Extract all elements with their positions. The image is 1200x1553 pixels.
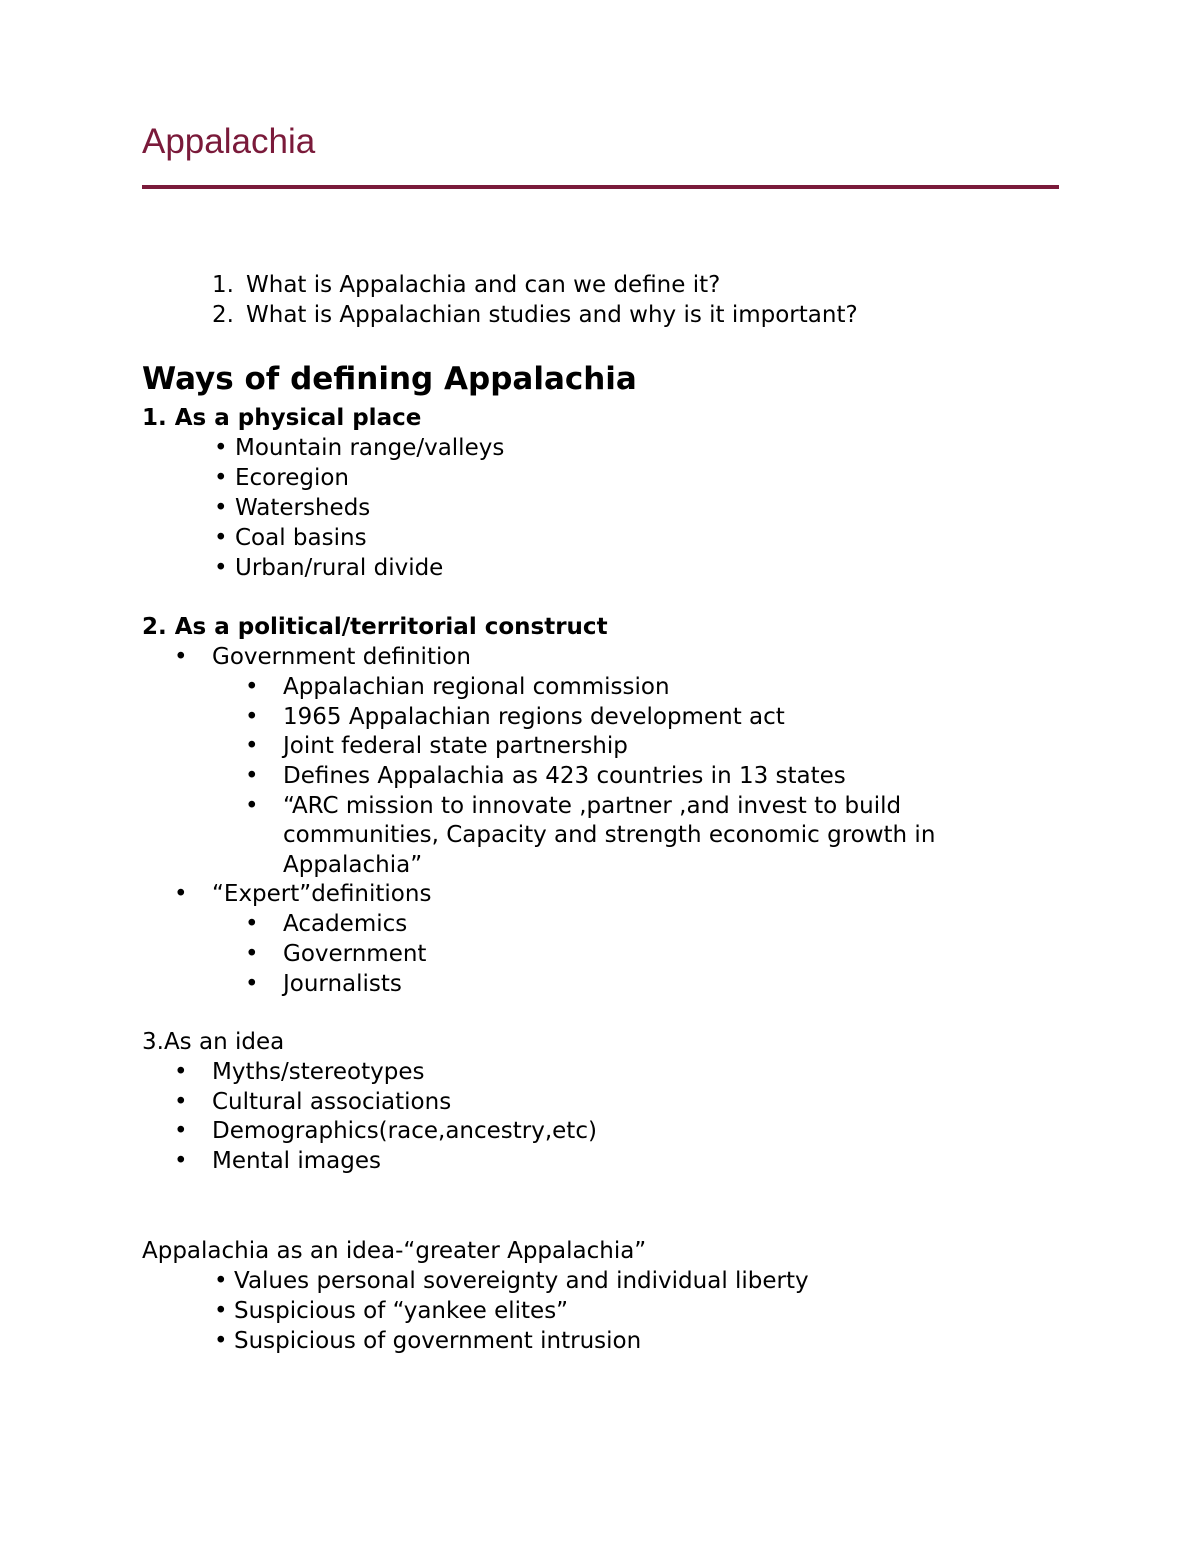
list-item: Suspicious of “yankee elites”	[234, 1298, 569, 1324]
question-number: 2.	[212, 302, 234, 328]
list-item: Defines Appalachia as 423 countries in 13 states	[283, 763, 846, 789]
question-text: What is Appalachian studies and why is it important?	[246, 302, 858, 328]
list-item: Joint federal state partnership	[283, 733, 628, 759]
list-item: Demographics(race,ancestry,etc)	[212, 1118, 597, 1144]
list-item: Mental images	[212, 1148, 382, 1174]
list-item: Government definition	[212, 644, 472, 670]
question-number: 1.	[212, 272, 234, 298]
list-item: Cultural associations	[212, 1089, 452, 1115]
section-heading: Ways of defining Appalachia	[142, 361, 637, 397]
bullet-marker: •	[214, 555, 228, 581]
list-item: Myths/stereotypes	[212, 1059, 425, 1085]
list-item: Journalists	[283, 971, 402, 997]
list-item: Ecoregion	[235, 465, 349, 491]
bullet-marker: •	[214, 1298, 228, 1324]
list-item: “ARC mission to innovate ,partner ,and invest to build	[283, 793, 902, 819]
bullet-marker: •	[245, 941, 259, 967]
bullet-marker: •	[214, 495, 228, 521]
bullet-marker: •	[214, 435, 228, 461]
list-item-continuation: Appalachia”	[283, 852, 423, 878]
bullet-marker: •	[174, 1118, 188, 1144]
list-item: Appalachian regional commission	[283, 674, 670, 700]
list-item: 1965 Appalachian regions development act	[283, 704, 785, 730]
list-item: Values personal sovereignty and individual liberty	[234, 1268, 809, 1294]
bullet-marker: •	[245, 793, 259, 819]
bullet-marker: •	[174, 1059, 188, 1085]
question-text: What is Appalachia and can we define it?	[246, 272, 721, 298]
bullet-marker: •	[245, 911, 259, 937]
political-heading: 2. As a political/territorial construct	[142, 614, 608, 640]
bullet-marker: •	[245, 763, 259, 789]
bullet-marker: •	[245, 674, 259, 700]
page-title: Appalachia	[142, 122, 316, 161]
bullet-marker: •	[214, 1268, 228, 1294]
bullet-marker: •	[174, 1148, 188, 1174]
bullet-marker: •	[174, 1089, 188, 1115]
bullet-marker: •	[214, 1328, 228, 1354]
bullet-marker: •	[214, 465, 228, 491]
idea-heading: 3.As an idea	[142, 1029, 285, 1055]
list-item: Academics	[283, 911, 408, 937]
list-item: Urban/rural divide	[235, 555, 444, 581]
greater-heading: Appalachia as an idea-“greater Appalachia”	[142, 1238, 647, 1264]
list-item: Government	[283, 941, 427, 967]
bullet-marker: •	[174, 644, 188, 670]
list-item: Coal basins	[235, 525, 367, 551]
bullet-marker: •	[174, 881, 188, 907]
list-item-continuation: communities, Capacity and strength economic growth in	[283, 822, 936, 848]
bullet-marker: •	[214, 525, 228, 551]
list-item: Suspicious of government intrusion	[234, 1328, 642, 1354]
list-item: “Expert”definitions	[212, 881, 432, 907]
list-item: Watersheds	[235, 495, 371, 521]
bullet-marker: •	[245, 704, 259, 730]
title-underline	[142, 185, 1059, 189]
bullet-marker: •	[245, 733, 259, 759]
list-item: Mountain range/valleys	[235, 435, 505, 461]
physical-heading: 1. As a physical place	[142, 405, 422, 431]
bullet-marker: •	[245, 971, 259, 997]
